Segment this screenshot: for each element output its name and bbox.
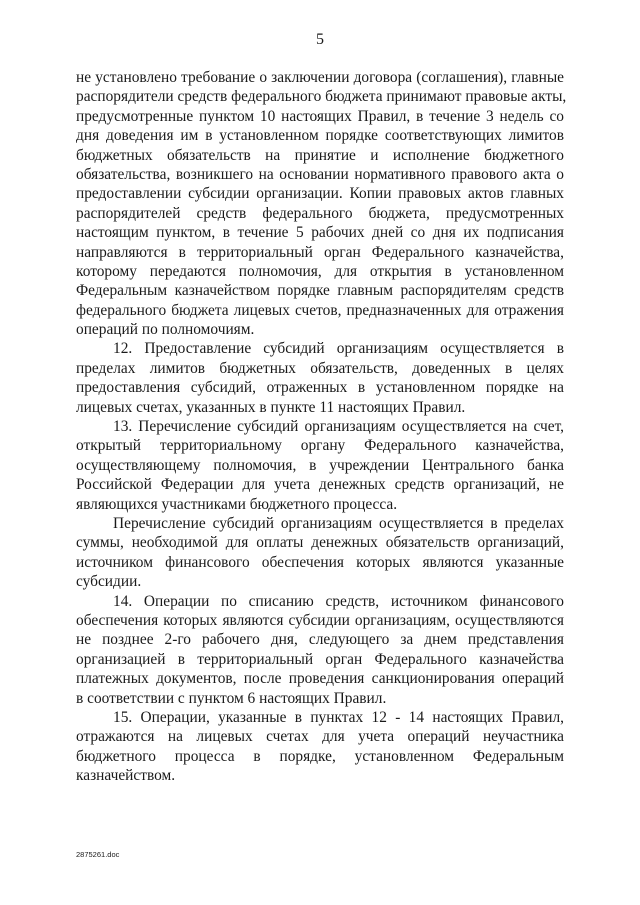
text-line: отражаются на лицевых счетах для учета операций неучастника — [76, 728, 564, 746]
text-line: осуществляющему полномочия, в учреждении Центрального банка — [76, 456, 564, 474]
text-line: бюджетного процесса в порядке, установленном Федеральным — [76, 747, 564, 765]
text-line: Перечисление субсидий организациям осуществляется в пределах — [113, 514, 564, 532]
text-line: платежных документов, после проведения санкционирования операций — [76, 670, 564, 688]
paragraph-p13 — [76, 417, 564, 514]
text-line: настоящим пунктом, в течение 5 рабочих дней со дня их подписания — [76, 224, 564, 242]
text-line: распорядителей средств федерального бюджета, предусмотренных — [76, 204, 564, 222]
text-line: Российской Федерации для учета денежных средств организаций, не — [76, 476, 564, 494]
text-line: направляются в территориальный орган Федерального казначейства, — [76, 243, 564, 261]
text-line: федерального бюджета лицевых счетов, предназначенных для отражения — [76, 301, 564, 319]
text-line: бюджетных обязательств на принятие и исполнение бюджетного — [76, 146, 564, 164]
text-line: предоставления субсидий, отраженных в установленном порядке на — [76, 379, 564, 397]
text-line: казначейством. — [76, 767, 176, 785]
text-line: распорядители средств федерального бюджета принимают правовые акты, — [76, 88, 567, 106]
footer-file-name: 2875261.doc — [76, 850, 120, 859]
text-line: организацией в территориальный орган Федерального казначейства — [76, 650, 564, 668]
text-line: операций по полномочиям. — [76, 321, 255, 339]
text-line: суммы, необходимой для оплаты денежных обязательств организаций, — [76, 534, 564, 552]
text-line: субсидии. — [76, 573, 142, 591]
text-line: Федеральным казначейством порядке главным распорядителям средств — [76, 282, 564, 300]
text-line: не установлено требование о заключении договора (соглашения), главные — [76, 69, 564, 86]
text-line: 14. Операции по списанию средств, источником финансового — [113, 592, 564, 610]
text-line: являющихся участниками бюджетного процесса. — [76, 495, 398, 513]
paragraph-p14 — [76, 592, 564, 708]
text-line: обязательства, возникшего на основании нормативного правового акта о — [76, 165, 564, 183]
paragraph-p15 — [76, 708, 564, 786]
text-line: обеспечения которых являются субсидии организациям, осуществляются — [76, 611, 564, 629]
text-line: предоставлении субсидии организации. Копии правовых актов главных — [76, 185, 564, 203]
text-line: источником финансового обеспечения которых являются указанные — [76, 553, 564, 571]
paragraph-cont — [76, 68, 567, 339]
page-number: 5 — [316, 31, 324, 48]
text-line: не позднее 2-го рабочего дня, следующего за днем представления — [76, 631, 564, 649]
text-line: 13. Перечисление субсидий организациям осуществляется на счет, — [113, 418, 564, 436]
text-line: лицевых счетах, указанных в пункте 11 настоящих Правил. — [76, 398, 466, 416]
text-line: дня доведения им в установленном порядке соответствующих лимитов — [76, 127, 564, 145]
text-line: открытый территориальному органу Федерального казначейства, — [76, 437, 564, 455]
text-line: пределах лимитов бюджетных обязательств, доведенных в целях — [76, 359, 564, 377]
text-line: 15. Операции, указанные в пунктах 12 - 14 настоящих Правил, — [113, 708, 564, 726]
text-line: предусмотренные пунктом 10 настоящих Правил, в течение 3 недель со — [76, 107, 564, 125]
document-body — [76, 68, 567, 785]
paragraph-p12 — [76, 339, 564, 417]
text-line: в соответствии с пунктом 6 настоящих Правил. — [76, 689, 387, 707]
text-line: 12. Предоставление субсидий организациям осуществляется в — [113, 340, 564, 358]
text-line: которому передаются полномочия, для открытия в установленном — [76, 262, 564, 280]
paragraph-p13b — [76, 514, 564, 592]
